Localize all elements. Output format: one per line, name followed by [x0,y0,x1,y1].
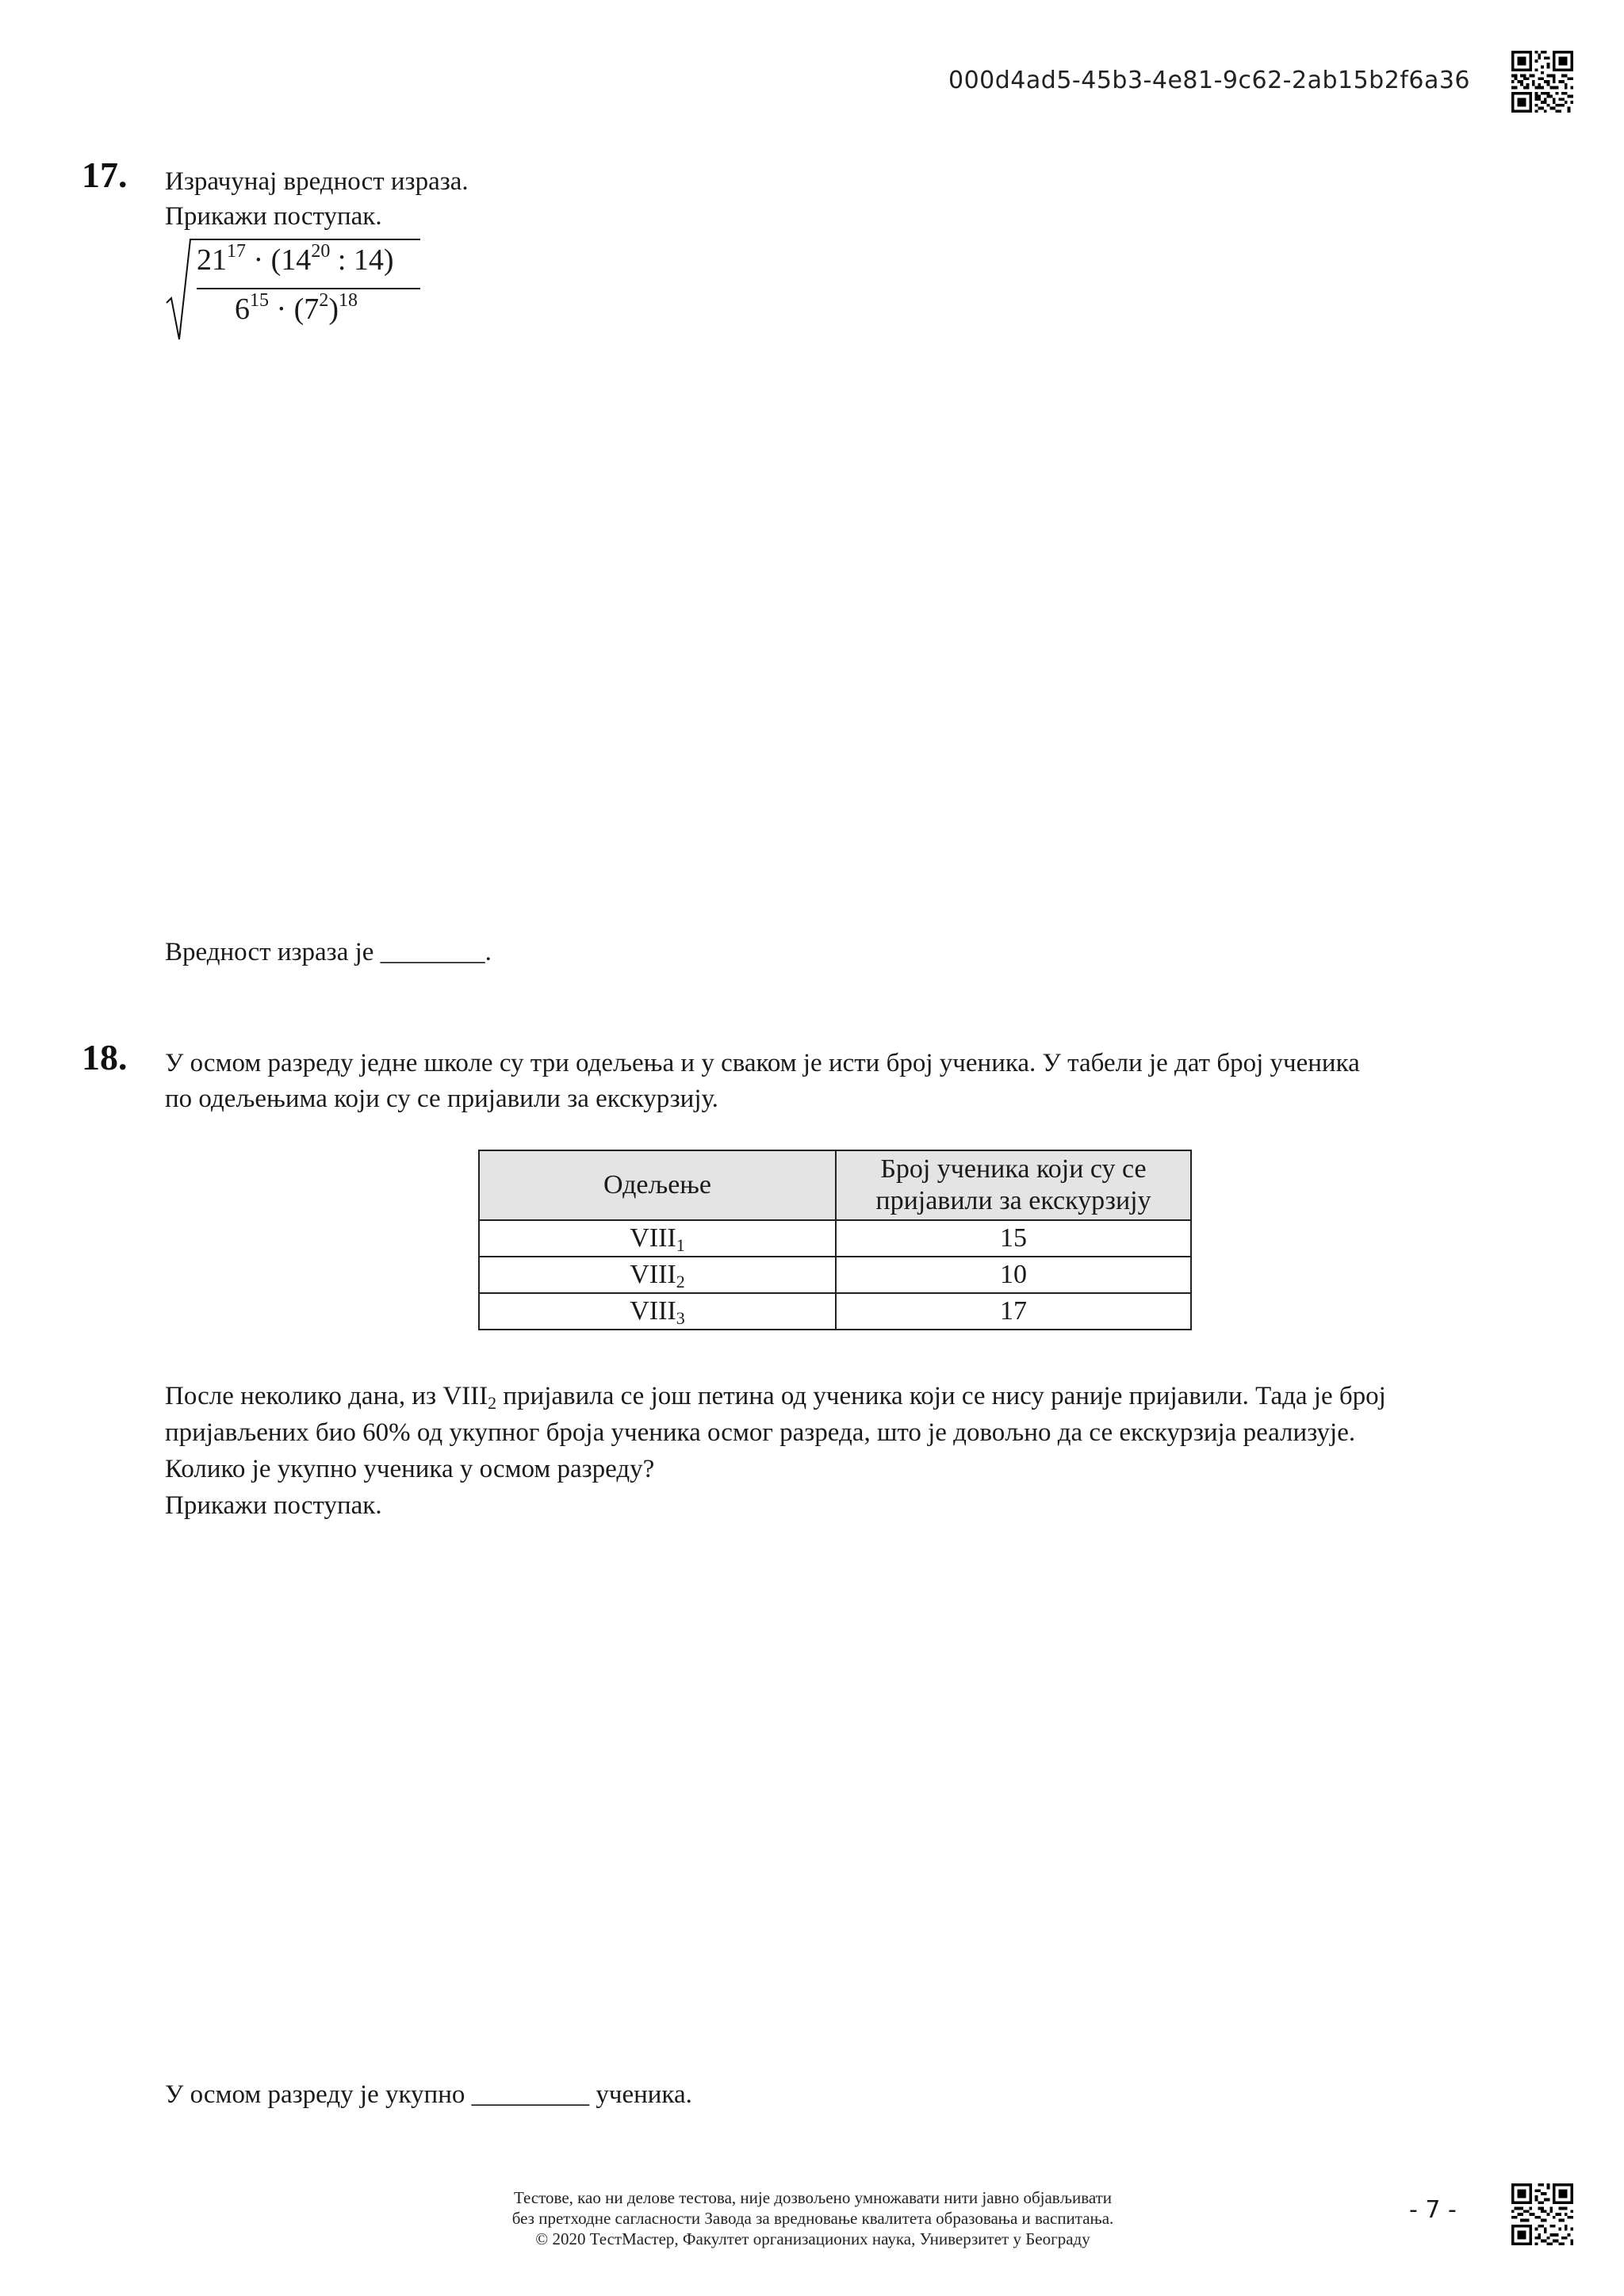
footer-line: Тестове, као ни делове тестова, није дозвољено умножавати нити јавно објављивати [513,2188,1113,2207]
document-id: 000d4ad5-45b3-4e81-9c62-2ab15b2f6a36 [948,67,1471,94]
class-cell: $VIII_1$ [479,1220,836,1257]
class-cell: $VIII_2$ [479,1257,836,1293]
table-row [479,1257,1191,1293]
count-cell: 17 [836,1293,1191,1330]
table-row [479,1293,1191,1330]
table-row [479,1220,1191,1257]
qr-code-icon [1511,2183,1573,2245]
task-17-number: 17. [82,155,128,195]
task-17-formula [165,235,427,346]
task-18-number: 18. [82,1037,128,1077]
page-number: - 7 - [1409,2196,1457,2224]
task-17-instruction: Израчунај вредност израза. [165,167,469,196]
copyright-footer [412,2187,1213,2249]
table-header-row [479,1150,1191,1220]
task-18-answer-line: У осмом разреду је укупно _________ ученика. [165,2080,692,2109]
qr-code-icon [1511,51,1573,113]
column-header-count: Број ученика који су се пријавили за екскурзију [836,1150,1191,1220]
task-17-answer-line: Вредност израза је ________. [165,938,492,966]
task-18-body-line2: пријављених био 60% од укупног броја ученика осмог разреда, што је довољно да се екскурзија реализује. [165,1418,1356,1447]
column-header-class: Одељење [479,1150,836,1220]
footer-line: © 2020 ТестМастер, Факултет организационих наука, Универзитет у Београду [535,2229,1090,2248]
task-18-intro-line1: У осмом разреду једне школе су три одељења и у сваком је исти број ученика. У табели је дат број ученика [165,1049,1360,1077]
signup-table [478,1150,1192,1330]
task-18-intro-line2: по одељењима који су се пријавили за екскурзију. [165,1085,718,1113]
task-18-question: Колико је укупно ученика у осмом разреду? [165,1455,655,1483]
task-17-show-work: Прикажи поступак. [165,202,382,231]
footer-line: без претходне сагласности Завода за вредновање квалитета образовања и васпитања. [511,2209,1114,2228]
count-cell: 15 [836,1220,1191,1257]
class-cell: $VIII_3$ [479,1293,836,1330]
task-18-body-line1: После неколико дана, из $VIII_2$ пријавила се још петина од ученика који се нису раније пријавили. Тада је број [165,1382,1386,1413]
formula-denominator: $6^{15} \cdot (7^2)^{18}$ [235,290,358,326]
count-cell: 10 [836,1257,1191,1293]
task-18-show-work: Прикажи поступак. [165,1491,382,1520]
formula-numerator: $21^{17} \cdot (14^{20}$ : 14) [197,241,394,277]
